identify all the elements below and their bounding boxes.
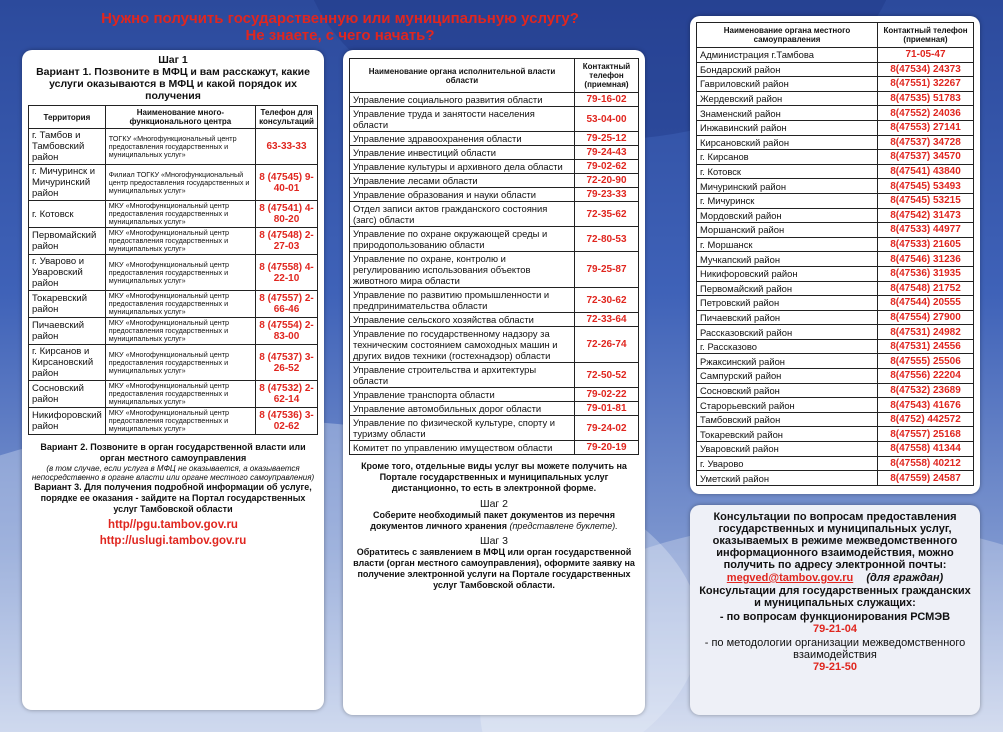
authority-name-cell: Управление автомобильных дорог области	[350, 402, 575, 416]
table-row	[697, 48, 974, 63]
authority-name-cell: Управление по охране окружающей среды и природопользованию области	[350, 227, 575, 252]
authority-name-cell: Управление сельского хозяйства области	[350, 313, 575, 327]
table-row	[350, 107, 639, 132]
table-row	[697, 62, 974, 77]
phone-cell: 8(47543) 41676	[878, 398, 974, 413]
municipal-name-cell: г. Мичуринск	[697, 193, 878, 208]
phone-cell: 8(47546) 31236	[878, 252, 974, 267]
authority-name-cell: Управление инвестиций области	[350, 146, 575, 160]
table-row	[350, 174, 639, 188]
table-row	[697, 77, 974, 92]
table-row	[29, 381, 318, 408]
municipal-name-cell: Старорьевский район	[697, 398, 878, 413]
col-territory: Территория	[29, 106, 106, 129]
phone-cell: 8(47555) 25506	[878, 354, 974, 369]
phone-cell: 79-20-19	[575, 441, 639, 455]
authority-name-cell: Управление образования и науки области	[350, 188, 575, 202]
municipal-name-cell: г. Уварово	[697, 456, 878, 471]
phone-cell: 72-20-90	[575, 174, 639, 188]
center-name-cell: Филиал ТОГКУ «Многофункциональный центр предоставления государственных и муниципальных услуг»	[105, 165, 255, 201]
territory-cell: Токаревский район	[29, 291, 106, 318]
table-row	[697, 310, 974, 325]
municipal-table	[696, 22, 974, 486]
email-link[interactable]: megved@tambov.gov.ru	[726, 572, 854, 584]
municipal-name-cell: Моршанский район	[697, 223, 878, 238]
table-row	[697, 456, 974, 471]
table-row	[29, 318, 318, 345]
municipal-name-cell: Тамбовский район	[697, 412, 878, 427]
municipal-name-cell: Знаменский район	[697, 106, 878, 121]
phone-cell: 8(47533) 21605	[878, 237, 974, 252]
table-row	[697, 193, 974, 208]
territory-cell: г. Мичуринск и Мичуринский район	[29, 165, 106, 201]
phone-cell: 8(47559) 24587	[878, 471, 974, 486]
center-name-cell: МКУ «Многофункциональный центр предоставления государственных и муниципальных услуг»	[105, 255, 255, 291]
municipal-name-cell: Инжавинский район	[697, 120, 878, 135]
table-row	[697, 383, 974, 398]
table-row	[697, 281, 974, 296]
table-row	[697, 398, 974, 413]
step1-title: Шаг 1	[158, 54, 188, 66]
table-row	[350, 313, 639, 327]
step2-body: Соберите необходимый пакет документов из перечня документов личного хранения	[370, 510, 615, 531]
email-line	[698, 572, 972, 584]
center-name-cell: МКУ «Многофункциональный центр предоставления государственных и муниципальных услуг»	[105, 345, 255, 381]
phone-cell: 8(47542) 31473	[878, 208, 974, 223]
step2-italic: (представлене буклете).	[509, 521, 618, 531]
table-row	[697, 106, 974, 121]
territory-cell: Первомайский район	[29, 228, 106, 255]
phone-cell: 72-50-52	[575, 363, 639, 388]
table-row	[29, 165, 318, 201]
center-name-cell: ТОГКУ «Многофункциональный центр предоставления государственных и муниципальных услуг»	[105, 129, 255, 165]
variant2-text: Вариант 2. Позвоните в орган государственной власти или орган местного самоуправления	[40, 442, 306, 463]
variant1-text: Вариант 1. Позвоните в МФЦ и вам расскажут, какие услуги оказываются в МФЦ и какой порядок их получения	[36, 66, 310, 102]
phone-cell: 8(47535) 51783	[878, 91, 974, 106]
phone-cell: 8 (47557) 2-66-46	[256, 291, 318, 318]
phone-cell: 71-05-47	[878, 48, 974, 63]
table-row	[350, 160, 639, 174]
authority-name-cell: Управление по государственному надзору за техническим состоянием самоходных машин и других видов техники (гостехнадзор) области	[350, 327, 575, 363]
table-row	[697, 120, 974, 135]
phone-cell: 79-02-62	[575, 160, 639, 174]
phone-cell: 8(47554) 27900	[878, 310, 974, 325]
center-name-cell: МКУ «Многофункциональный центр предоставления государственных и муниципальных услуг»	[105, 291, 255, 318]
phone-cell: 72-26-74	[575, 327, 639, 363]
consult-panel	[690, 505, 980, 715]
authority-name-cell: Управление лесами области	[350, 174, 575, 188]
table-row	[29, 345, 318, 381]
table-row	[697, 296, 974, 311]
table-row	[350, 327, 639, 363]
method-line: - по методологии организации межведомственного взаимодействия	[704, 637, 966, 661]
municipal-panel	[690, 16, 980, 494]
table-row	[29, 129, 318, 165]
table-row	[350, 416, 639, 441]
authorities-table	[349, 58, 639, 455]
phone-cell: 8(47558) 41344	[878, 442, 974, 457]
phone-cell: 8 (47545) 9-40-01	[256, 165, 318, 201]
header-line-1: Нужно получить государственную или муниципальную услугу?	[101, 10, 579, 27]
col-municipal-phone: Контактный телефон (приемная)	[878, 23, 974, 48]
center-name-cell: МКУ «Многофункциональный центр предоставления государственных и муниципальных услуг»	[105, 201, 255, 228]
authority-name-cell: Управление социального развития области	[350, 93, 575, 107]
step2-title: Шаг 2	[479, 498, 509, 510]
phone-cell: 79-25-12	[575, 132, 639, 146]
authority-name-cell: Управление по охране, контролю и регулированию использования объектов животного мира области	[350, 252, 575, 288]
authority-name-cell: Управление по развитию промышленности и предпринимательства области	[350, 288, 575, 313]
table-row	[697, 427, 974, 442]
table-row	[350, 202, 639, 227]
municipal-name-cell: Никифоровский район	[697, 266, 878, 281]
step3-text: Обратитесь с заявлением в МФЦ или орган государственной власти (орган местного самоуправления), оформите заявку на получение электронной услуги на Портале государственных услуг Тамбовской области.	[353, 547, 635, 590]
table-row	[697, 339, 974, 354]
phone-cell: 8(47536) 31935	[878, 266, 974, 281]
authority-name-cell: Управление труда и занятости населения области	[350, 107, 575, 132]
authority-name-cell: Управление культуры и архивного дела области	[350, 160, 575, 174]
table-row	[350, 363, 639, 388]
authority-name-cell: Управление по физической культуре, спорту и туризму области	[350, 416, 575, 441]
phone-cell: 72-35-62	[575, 202, 639, 227]
portal-link-pgu[interactable]: http//pgu.tambov.gov.ru	[108, 519, 238, 531]
phone-cell: 8(47553) 27141	[878, 120, 974, 135]
variant2-note: (в том случае, если услуга в МФЦ не оказывается, а оказывается непосредственно в органе власти или органе местного самоуправления)	[31, 464, 315, 482]
table-row	[697, 135, 974, 150]
table-row	[29, 255, 318, 291]
municipal-name-cell: Сампурский район	[697, 369, 878, 384]
phone-cell: 8(47533) 44977	[878, 223, 974, 238]
col-contact-phone: Контактный телефон (приемная)	[575, 59, 639, 93]
authorities-panel	[343, 50, 645, 715]
phone-cell: 72-33-64	[575, 313, 639, 327]
municipal-name-cell: г. Котовск	[697, 164, 878, 179]
territory-cell: г. Котовск	[29, 201, 106, 228]
phone-cell: 8(47545) 53215	[878, 193, 974, 208]
phone-cell: 8(47551) 32267	[878, 77, 974, 92]
authority-name-cell: Комитет по управлению имуществом области	[350, 441, 575, 455]
phone-cell: 79-25-87	[575, 252, 639, 288]
table-row	[697, 164, 974, 179]
municipal-name-cell: Рассказовский район	[697, 325, 878, 340]
step3-title: Шаг 3	[479, 535, 509, 547]
municipal-name-cell: Мордовский район	[697, 208, 878, 223]
phone-cell: 8(47531) 24556	[878, 339, 974, 354]
table-row	[697, 91, 974, 106]
center-name-cell: МКУ «Многофункциональный центр предоставления государственных и муниципальных услуг»	[105, 408, 255, 435]
municipal-name-cell: Мичуринский район	[697, 179, 878, 194]
phone-cell: 8 (47541) 4-80-20	[256, 201, 318, 228]
col-center: Наименование много-функционального центра	[105, 106, 255, 129]
table-row	[350, 441, 639, 455]
electronic-note: Кроме того, отдельные виды услуг вы можете получить на Портале государственных и муниципальных услуг дистанционно, то есть в электронной форме.	[361, 461, 627, 493]
authority-name-cell: Управление здравоохранения области	[350, 132, 575, 146]
phone-cell: 8(47557) 25168	[878, 427, 974, 442]
col-authority: Наименование органа исполнительной власти области	[350, 59, 575, 93]
municipal-name-cell: Бондарский район	[697, 62, 878, 77]
municipal-name-cell: Сосновский район	[697, 383, 878, 398]
table-row	[697, 412, 974, 427]
table-row	[29, 228, 318, 255]
table-row	[697, 252, 974, 267]
center-name-cell: МКУ «Многофункциональный центр предоставления государственных и муниципальных услуг»	[105, 318, 255, 345]
municipal-name-cell: Жердевский район	[697, 91, 878, 106]
mfc-table	[28, 105, 318, 435]
municipal-name-cell: Первомайский район	[697, 281, 878, 296]
variant3-text: Вариант 3. Для получения подробной информации об услуге, порядке ее оказания - зайдите на Портал государственных услуг Тамбовской области	[34, 482, 312, 514]
municipal-name-cell: г. Рассказово	[697, 339, 878, 354]
territory-cell: г. Тамбов и Тамбовский район	[29, 129, 106, 165]
phone-cell: 8(47548) 21752	[878, 281, 974, 296]
table-row	[697, 442, 974, 457]
step2-text	[349, 510, 639, 532]
center-name-cell: МКУ «Многофункциональный центр предоставления государственных и муниципальных услуг»	[105, 381, 255, 408]
municipal-name-cell: Пичаевский район	[697, 310, 878, 325]
table-row	[697, 354, 974, 369]
phone-cell: 8(47537) 34728	[878, 135, 974, 150]
method-phone: 79-21-50	[812, 661, 858, 673]
municipal-name-cell: Мучкапский район	[697, 252, 878, 267]
header-line-2: Не знаете, с чего начать?	[245, 27, 435, 44]
rsmev-phone: 79-21-04	[812, 623, 858, 635]
municipal-name-cell: г. Моршанск	[697, 237, 878, 252]
territory-cell: г. Уварово и Уваровский район	[29, 255, 106, 291]
phone-cell: 79-01-81	[575, 402, 639, 416]
table-row	[350, 402, 639, 416]
table-row	[350, 93, 639, 107]
phone-cell: 8(47537) 34570	[878, 150, 974, 165]
municipal-name-cell: Ржаксинский район	[697, 354, 878, 369]
table-row	[350, 288, 639, 313]
center-name-cell: МКУ «Многофункциональный центр предоставления государственных и муниципальных услуг»	[105, 228, 255, 255]
phone-cell: 8(4752) 442572	[878, 412, 974, 427]
phone-cell: 8(47545) 53493	[878, 179, 974, 194]
table-row	[697, 325, 974, 340]
municipal-name-cell: Петровский район	[697, 296, 878, 311]
table-row	[350, 252, 639, 288]
step1-panel	[22, 50, 324, 710]
col-phone: Телефон для консультаций	[256, 106, 318, 129]
municipal-name-cell: Уваровский район	[697, 442, 878, 457]
phone-cell: 79-16-02	[575, 93, 639, 107]
territory-cell: Сосновский район	[29, 381, 106, 408]
municipal-name-cell: г. Кирсанов	[697, 150, 878, 165]
phone-cell: 8(47556) 22204	[878, 369, 974, 384]
phone-cell: 8(47558) 40212	[878, 456, 974, 471]
table-row	[29, 201, 318, 228]
authority-name-cell: Отдел записи актов гражданского состояния (загс) области	[350, 202, 575, 227]
authority-name-cell: Управление транспорта области	[350, 388, 575, 402]
col-municipal: Наименование органа местного самоуправления	[697, 23, 878, 48]
municipal-name-cell: Токаревский район	[697, 427, 878, 442]
phone-cell: 8 (47554) 2-83-00	[256, 318, 318, 345]
phone-cell: 72-30-62	[575, 288, 639, 313]
phone-cell: 8 (47558) 4-22-10	[256, 255, 318, 291]
phone-cell: 79-24-43	[575, 146, 639, 160]
table-row	[697, 369, 974, 384]
email-note: (для граждан)	[866, 572, 944, 584]
territory-cell: г. Кирсанов и Кирсановский район	[29, 345, 106, 381]
municipal-name-cell: Администрация г.Тамбова	[697, 48, 878, 63]
phone-cell: 53-04-00	[575, 107, 639, 132]
table-row	[350, 188, 639, 202]
table-row	[350, 227, 639, 252]
table-row	[350, 146, 639, 160]
table-row	[350, 388, 639, 402]
authority-name-cell: Управление строительства и архитектуры области	[350, 363, 575, 388]
table-row	[29, 291, 318, 318]
territory-cell: Никифоровский район	[29, 408, 106, 435]
phone-cell: 72-80-53	[575, 227, 639, 252]
table-row	[697, 223, 974, 238]
phone-cell: 63-33-33	[256, 129, 318, 165]
consult-title-2: Консультации для государственных гражданских и муниципальных служащих:	[699, 585, 971, 609]
table-row	[350, 132, 639, 146]
table-row	[697, 150, 974, 165]
territory-cell: Пичаевский район	[29, 318, 106, 345]
municipal-name-cell: Уметский район	[697, 471, 878, 486]
table-row	[697, 471, 974, 486]
phone-cell: 79-02-22	[575, 388, 639, 402]
phone-cell: 8(47544) 20555	[878, 296, 974, 311]
phone-cell: 8(47531) 24982	[878, 325, 974, 340]
portal-link-uslugi[interactable]: http://uslugi.tambov.gov.ru	[99, 535, 247, 547]
table-row	[697, 208, 974, 223]
table-row	[697, 237, 974, 252]
phone-cell: 8(47552) 24036	[878, 106, 974, 121]
rsmev-line: - по вопросам функционирования РСМЭВ	[719, 611, 951, 623]
phone-cell: 79-24-02	[575, 416, 639, 441]
phone-cell: 8(47532) 23689	[878, 383, 974, 398]
table-row	[697, 266, 974, 281]
municipal-name-cell: Гавриловский район	[697, 77, 878, 92]
phone-cell: 8 (47532) 2-62-14	[256, 381, 318, 408]
phone-cell: 8(47534) 24373	[878, 62, 974, 77]
page-header	[40, 10, 640, 44]
consult-title: Консультации по вопросам предоставления государственных и муниципальных услуг, оказываемых в режиме межведомственного информационного взаимодействия, можно получить по адресу электронной почты:	[712, 511, 958, 571]
phone-cell: 79-23-33	[575, 188, 639, 202]
phone-cell: 8 (47537) 3-26-52	[256, 345, 318, 381]
municipal-name-cell: Кирсановский район	[697, 135, 878, 150]
phone-cell: 8 (47536) 3-02-62	[256, 408, 318, 435]
phone-cell: 8(47541) 43840	[878, 164, 974, 179]
phone-cell: 8 (47548) 2-27-03	[256, 228, 318, 255]
table-row	[697, 179, 974, 194]
table-row	[29, 408, 318, 435]
